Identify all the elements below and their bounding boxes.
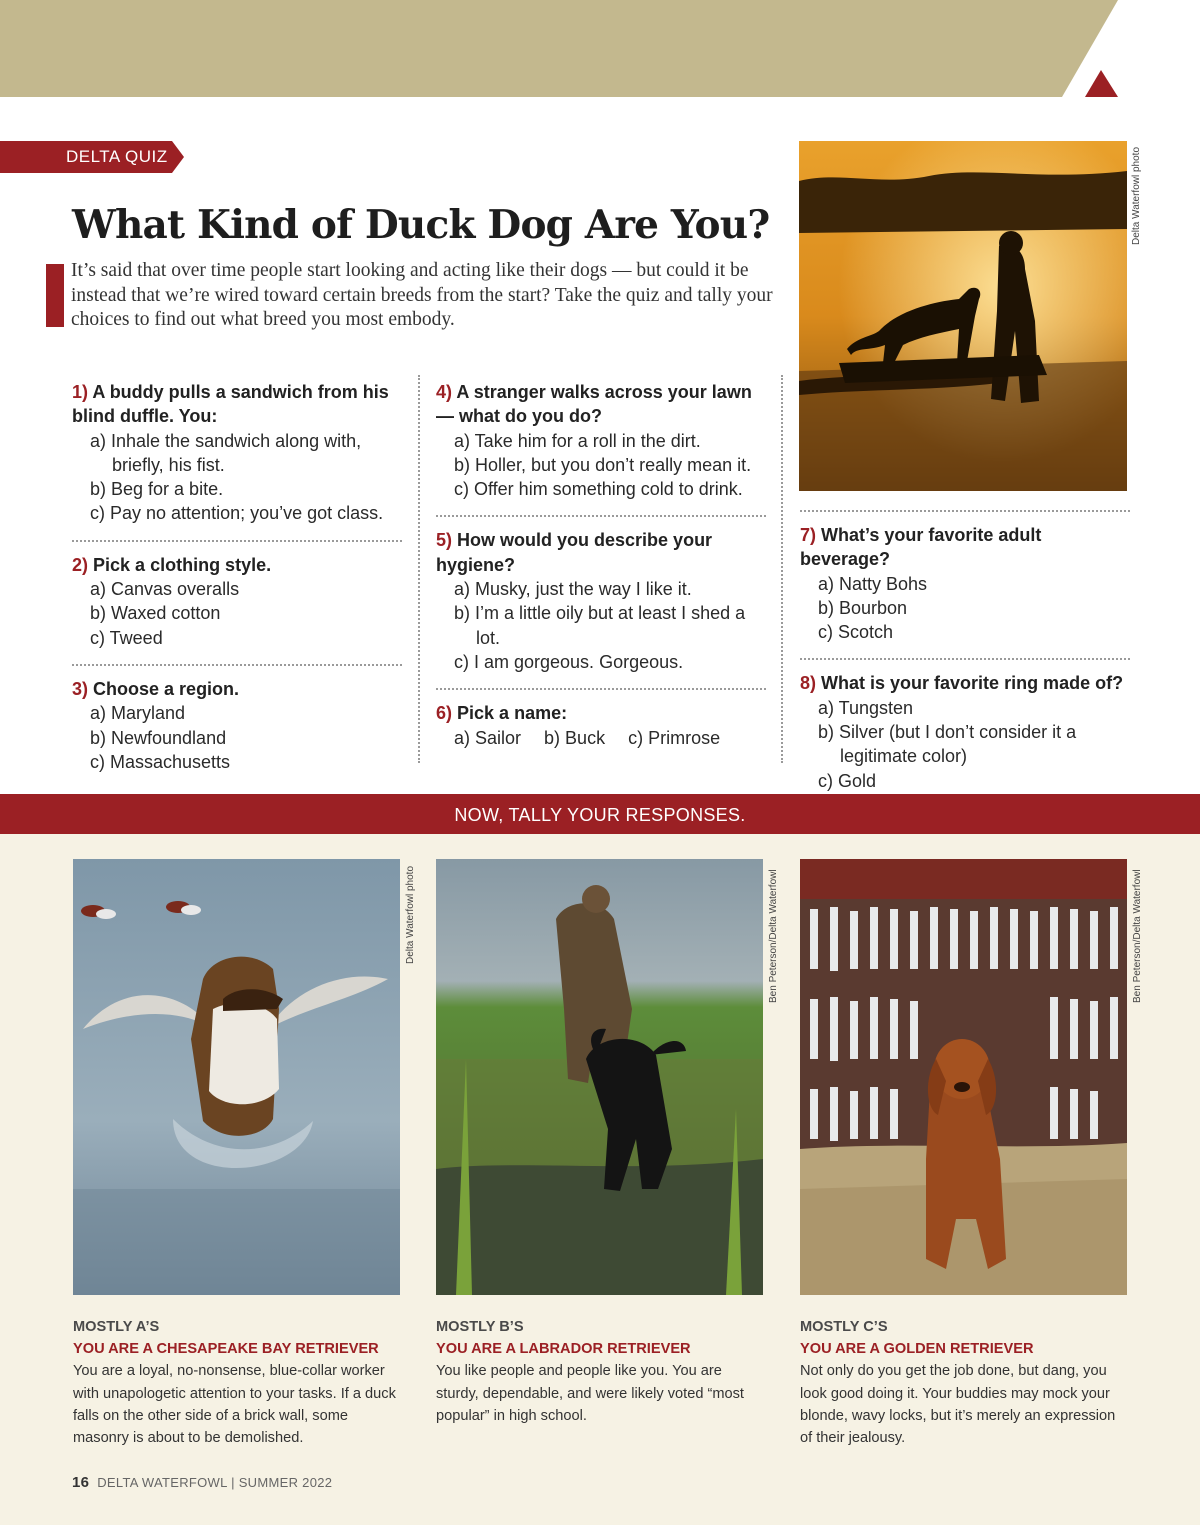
option: c) Scotch [818, 622, 894, 643]
photo-credit: Delta Waterfowl photo [405, 865, 416, 964]
question-text: What’s your favorite adult beverage? [800, 525, 1042, 570]
question-number: 8) [800, 673, 817, 694]
question-number: 3) [72, 678, 89, 699]
option: c) Pay no attention; you’ve got class. [90, 503, 384, 524]
option: a) Sailor [454, 727, 522, 748]
labrador-retriever-photo [436, 859, 763, 1295]
option: b) Buck [544, 727, 606, 748]
option: a) Canvas overalls [90, 579, 240, 600]
result-label: MOSTLY A’S [73, 1319, 160, 1335]
question-7 [800, 523, 1130, 644]
result-breed: YOU ARE A CHESAPEAKE BAY RETRIEVER [73, 1341, 379, 1358]
question-number: 6) [436, 703, 453, 724]
option: a) Inhale the sandwich along with, briefly, his fist. [90, 430, 362, 475]
option: c) Primrose [628, 727, 721, 748]
header-band [0, 0, 1200, 97]
question-text: Choose a region. [93, 678, 240, 699]
question-number: 4) [436, 382, 453, 402]
question-1 [72, 380, 402, 526]
question-number: 7) [800, 525, 817, 545]
intro-text: It’s said that over time people start looking and acting like their dogs — but could it be instead that we’re wired toward certain breeds from the start? Take the quiz and tally your choices to find out what breed you most embody. [71, 260, 773, 330]
question-number: 2) [72, 554, 89, 575]
result-label: MOSTLY C’S [800, 1319, 888, 1335]
result-text: You like people and people like you. You are sturdy, dependable, and were likely voted “most popular” in high school. [436, 1363, 744, 1424]
question-text: Pick a clothing style. [93, 554, 272, 575]
result-mostly-b [436, 1316, 766, 1427]
option: b) Waxed cotton [90, 603, 221, 624]
result-text: Not only do you get the job done, but dang, you look good doing it. Your buddies may mock your blonde, wavy locks, but it’s merely an expression of their jealousy. [800, 1363, 1116, 1447]
chesapeake-retriever-photo [73, 859, 400, 1295]
option: a) Musky, just the way I like it. [454, 579, 692, 600]
question-number: 1) [72, 382, 89, 402]
question-text: How would you describe your hygiene? [436, 530, 713, 575]
question-6 [436, 701, 766, 750]
tally-heading: NOW, TALLY YOUR RESPONSES. [0, 794, 1200, 834]
result-mostly-c [800, 1316, 1130, 1449]
option: a) Take him for a roll in the dirt. [454, 430, 701, 451]
option: a) Maryland [90, 703, 186, 724]
hunter-dog-boat-photo [799, 141, 1127, 491]
question-5 [436, 528, 766, 674]
triangle-up-icon [1085, 70, 1118, 97]
photo-credit: Ben Peterson/Delta Waterfowl [768, 869, 779, 1003]
result-breed: YOU ARE A GOLDEN RETRIEVER [800, 1341, 1034, 1358]
option: c) Massachusetts [90, 751, 231, 772]
divider [800, 658, 1130, 660]
question-4 [436, 380, 766, 501]
option: b) Beg for a bite. [90, 479, 224, 500]
divider [72, 664, 402, 666]
divider [72, 540, 402, 542]
option: a) Natty Bohs [818, 573, 928, 594]
intro-accent-bar [46, 264, 64, 327]
question-text: What is your favorite ring made of? [821, 673, 1124, 694]
quiz-column-2 [436, 380, 766, 750]
question-number: 5) [436, 530, 453, 551]
result-mostly-a [73, 1316, 403, 1449]
divider [800, 510, 1130, 512]
page-footer [72, 1474, 332, 1491]
result-breed: YOU ARE A LABRADOR RETRIEVER [436, 1341, 691, 1358]
option: b) I’m a little oily but at least I shed a lot. [454, 603, 746, 648]
photo-credit: Ben Peterson/Delta Waterfowl [1132, 869, 1143, 1003]
question-3 [72, 677, 402, 774]
footer-divider: | [231, 1475, 235, 1490]
section-tag [0, 141, 184, 173]
page-title: What Kind of Duck Dog Are You? [72, 202, 770, 248]
issue-date: SUMMER 2022 [238, 1475, 333, 1490]
column-divider [418, 375, 420, 763]
photo-credit: Delta Waterfowl photo [1131, 146, 1142, 245]
option: a) Tungsten [818, 697, 914, 718]
option: c) Gold [818, 770, 877, 791]
option: b) Newfoundland [90, 727, 227, 748]
option: b) Silver (but I don’t consider it a legitimate color) [818, 722, 1077, 767]
question-text: A stranger walks across your lawn — what do you do? [436, 382, 752, 427]
column-divider [781, 375, 783, 763]
page-number: 16 [72, 1474, 90, 1491]
question-8 [800, 671, 1130, 792]
option: c) Tweed [90, 627, 163, 648]
publication-name: DELTA WATERFOWL [97, 1475, 228, 1490]
question-text: A buddy pulls a sandwich from his blind duffle. You: [72, 382, 389, 427]
option: b) Holler, but you don’t really mean it. [454, 454, 752, 475]
section-tag-label: DELTA QUIZ [66, 147, 168, 166]
divider [436, 688, 766, 690]
option: c) Offer him something cold to drink. [454, 479, 743, 500]
question-text: Pick a name: [457, 703, 568, 724]
golden-retriever-photo [800, 859, 1127, 1295]
quiz-column-3 [800, 510, 1130, 793]
divider [436, 515, 766, 517]
result-text: You are a loyal, no-nonsense, blue-collar worker with unapologetic attention to your tasks. If a duck falls on the other side of a brick wall, some masonry is about to be demolished. [73, 1363, 396, 1447]
option: c) I am gorgeous. Gorgeous. [454, 651, 684, 672]
option: b) Bourbon [818, 597, 908, 618]
result-label: MOSTLY B’S [436, 1319, 524, 1335]
quiz-column-1 [72, 380, 402, 774]
question-2 [72, 553, 402, 650]
